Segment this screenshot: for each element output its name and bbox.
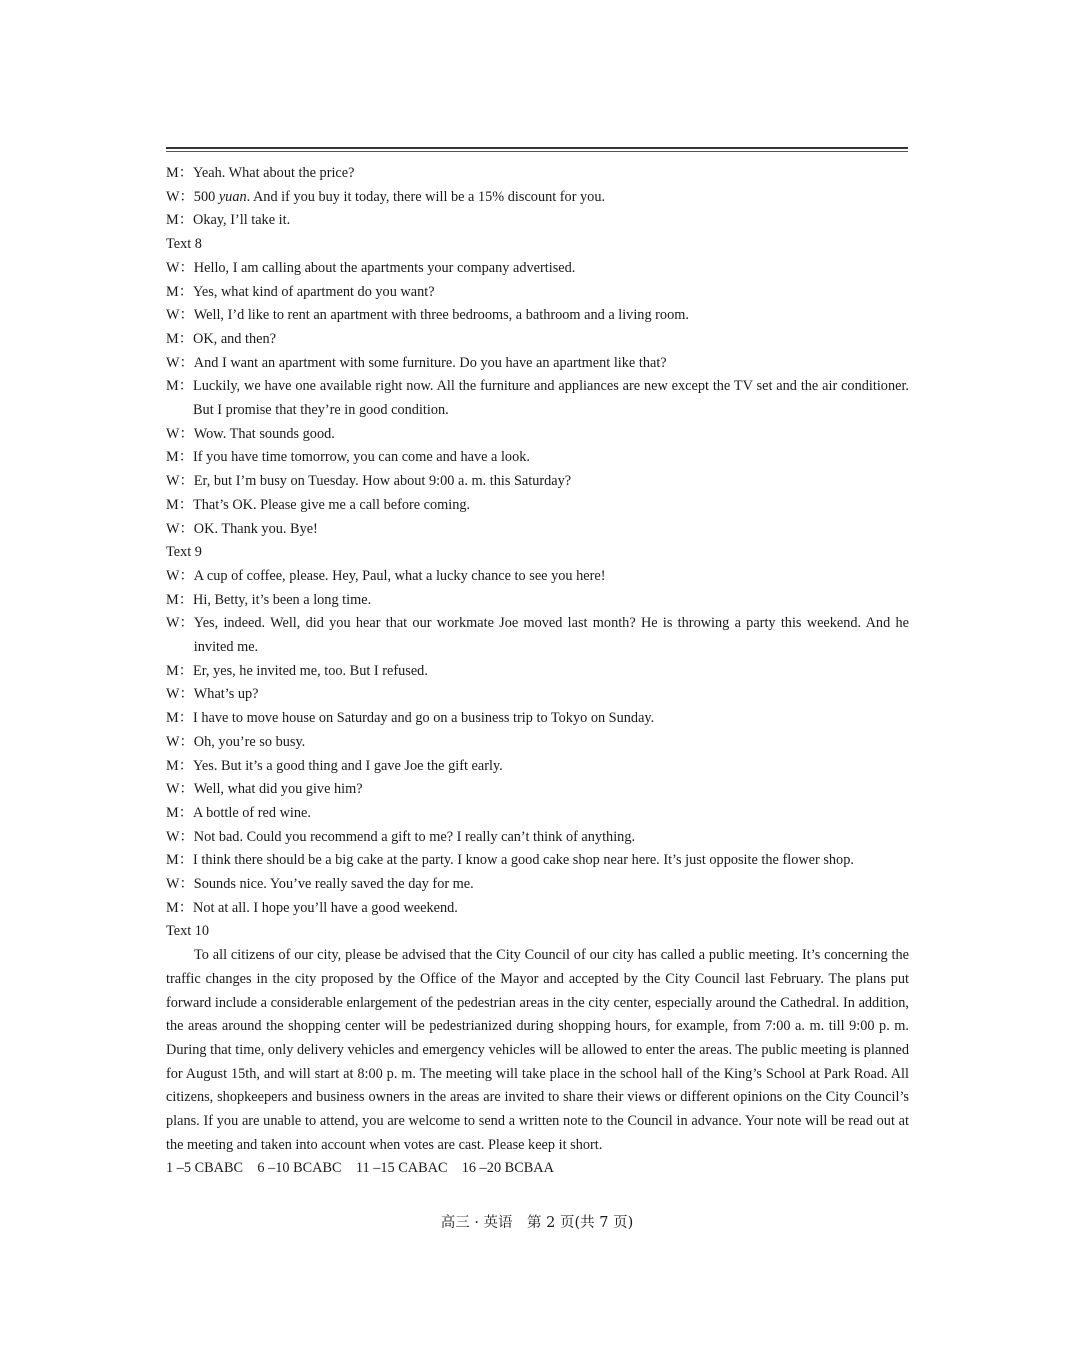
dialogue-block-text-8 [166,257,909,541]
speaker-label: W： [166,686,194,703]
speaker-label: W： [166,567,194,584]
speaker-label: M： [166,591,194,608]
dialogue-line [166,494,909,518]
dialogue-line [166,304,909,328]
dialogue-line [166,802,909,826]
page-footer: 高三 · 英语 第 2 页(共 7 页) [440,1215,634,1231]
dialogue-text: OK, and then? [193,330,276,347]
dialogue-line [166,683,909,707]
dialogue-line [166,257,909,281]
speaker-label: M： [166,899,194,916]
speaker-label: W： [166,876,194,893]
dialogue-text: A bottle of red wine. [193,804,311,821]
dialogue-text: Luckily, we have one available right now. All the furniture and appliances are new except the TV set and the air conditioner. But I promise that they’re in good condition. [193,378,909,419]
dialogue-line [166,589,909,613]
speaker-label: W： [166,354,194,371]
speaker-label: M： [166,662,194,679]
dialogue-text: What’s up? [193,686,259,703]
speaker-label: M： [166,757,194,774]
dialogue-line [166,755,909,779]
answer-key: 1 –5 CBABC 6 –10 BCABC 11 –15 CABAC 16 –20 BCBAA [166,1160,554,1177]
dialogue-line [166,849,909,873]
dialogue-text: Wow. That sounds good. [193,425,335,442]
speaker-label: W： [166,188,194,205]
dialogue-line [166,186,909,210]
dialogue-line [166,281,909,305]
dialogue-text: And I want an apartment with some furniture. Do you have an apartment like that? [193,354,667,371]
dialogue-line [166,826,909,850]
speaker-label: W： [166,615,194,632]
dialogue-line [166,778,909,802]
dialogue-text: I think there should be a big cake at the party. I know a good cake shop near here. It’s just opposite the flower shop. [193,852,854,869]
header-rule-thin [166,151,908,152]
header-rule-thick [166,147,908,149]
dialogue-text: OK. Thank you. Bye! [193,520,318,537]
speaker-label: M： [166,165,194,181]
dialogue-text: Well, what did you give him? [193,781,363,798]
dialogue-line [166,731,909,755]
text-10-passage: To all citizens of our city, please be advised that the City Council of our city has called a public meeting. It’s concerning the traffic changes in the city proposed by the Office of the Mayor and accepted by the City Council last February. The plans put forward include a considerable enlargement of the pedestrian areas in the city center, especially around the Cathedral. In addition, the areas around the shopping center will be pedestrianized during shopping hours, for example, from 7:00 a. m. till 9:00 p. m. During that time, only delivery vehicles and emergency vehicles will be allowed to enter the areas. The public meeting is planned for August 15th, and will start at 8:00 p. m. The meeting will take place in the school hall of the King’s School at Park Road. All citizens, shopkeepers and business owners in the areas are invited to share their views or different opinions on the City Council’s plans. If you are unable to attend, you are welcome to send a written note to the Council in advance. Your note will be read out at the meeting and taken into account when votes are cast. Please keep it short. [166,947,909,1153]
text-9-heading: Text 9 [166,544,202,561]
speaker-label: W： [166,425,194,442]
page-content [166,162,909,1181]
speaker-label: M： [166,283,194,300]
speaker-label: M： [166,852,194,869]
dialogue-text: Hi, Betty, it’s been a long time. [193,591,372,608]
dialogue-text: 500 yuan. And if you buy it today, there will be a 15% discount for you. [193,188,606,205]
dialogue-line [166,423,909,447]
dialogue-line [166,162,909,186]
dialogue-line [166,897,909,921]
speaker-label: W： [166,733,194,750]
dialogue-line [166,328,909,352]
dialogue-text: Yes. But it’s a good thing and I gave Joe the gift early. [193,757,503,774]
dialogue-block-text-9 [166,565,909,921]
dialogue-text: Oh, you’re so busy. [193,733,306,750]
dialogue-line [166,565,909,589]
text-8-heading: Text 8 [166,236,202,253]
dialogue-text: I have to move house on Saturday and go on a business trip to Tokyo on Sunday. [193,710,655,727]
dialogue-text: Hello, I am calling about the apartments your company advertised. [193,259,576,276]
dialogue-text: Sounds nice. You’ve really saved the day for me. [193,876,474,893]
dialogue-text: If you have time tomorrow, you can come and have a look. [193,449,530,466]
dialogue-text: Yes, indeed. Well, did you hear that our workmate Joe moved last month? He is throwing a party this weekend. And he invited me. [193,615,909,656]
dialogue-text: Okay, I’ll take it. [193,212,291,229]
dialogue-line [166,209,909,233]
dialogue-line [166,518,909,542]
dialogue-text: Er, yes, he invited me, too. But I refused. [193,662,428,679]
text-10-heading: Text 10 [166,923,210,940]
dialogue-text: That’s OK. Please give me a call before coming. [193,496,471,513]
dialogue-line [166,707,909,731]
dialogue-line [166,375,909,422]
speaker-label: W： [166,307,194,324]
speaker-label: M： [166,496,194,513]
speaker-label: M： [166,212,194,229]
speaker-label: W： [166,520,194,537]
speaker-label: W： [166,473,194,490]
dialogue-line [166,446,909,470]
dialogue-text: Not bad. Could you recommend a gift to me? I really can’t think of anything. [193,828,636,845]
dialogue-text: Er, but I’m busy on Tuesday. How about 9:00 a. m. this Saturday? [193,473,572,490]
dialogue-text: Not at all. I hope you’ll have a good weekend. [193,899,458,916]
dialogue-line [166,660,909,684]
dialogue-text: Well, I’d like to rent an apartment with three bedrooms, a bathroom and a living room. [193,307,689,324]
speaker-label: M： [166,330,194,347]
speaker-label: M： [166,378,194,395]
speaker-label: M： [166,710,194,727]
dialogue-line [166,470,909,494]
speaker-label: M： [166,449,194,466]
speaker-label: W： [166,828,194,845]
speaker-label: W： [166,259,194,276]
dialogue-text: Yeah. What about the price? [193,165,355,181]
speaker-label: W： [166,781,194,798]
dialogue-text: Yes, what kind of apartment do you want? [193,283,435,300]
speaker-label: M： [166,804,194,821]
dialogue-text: A cup of coffee, please. Hey, Paul, what a lucky chance to see you here! [193,567,606,584]
dialogue-block-continued [166,162,909,233]
dialogue-line [166,873,909,897]
dialogue-line [166,352,909,376]
dialogue-line [166,612,909,659]
